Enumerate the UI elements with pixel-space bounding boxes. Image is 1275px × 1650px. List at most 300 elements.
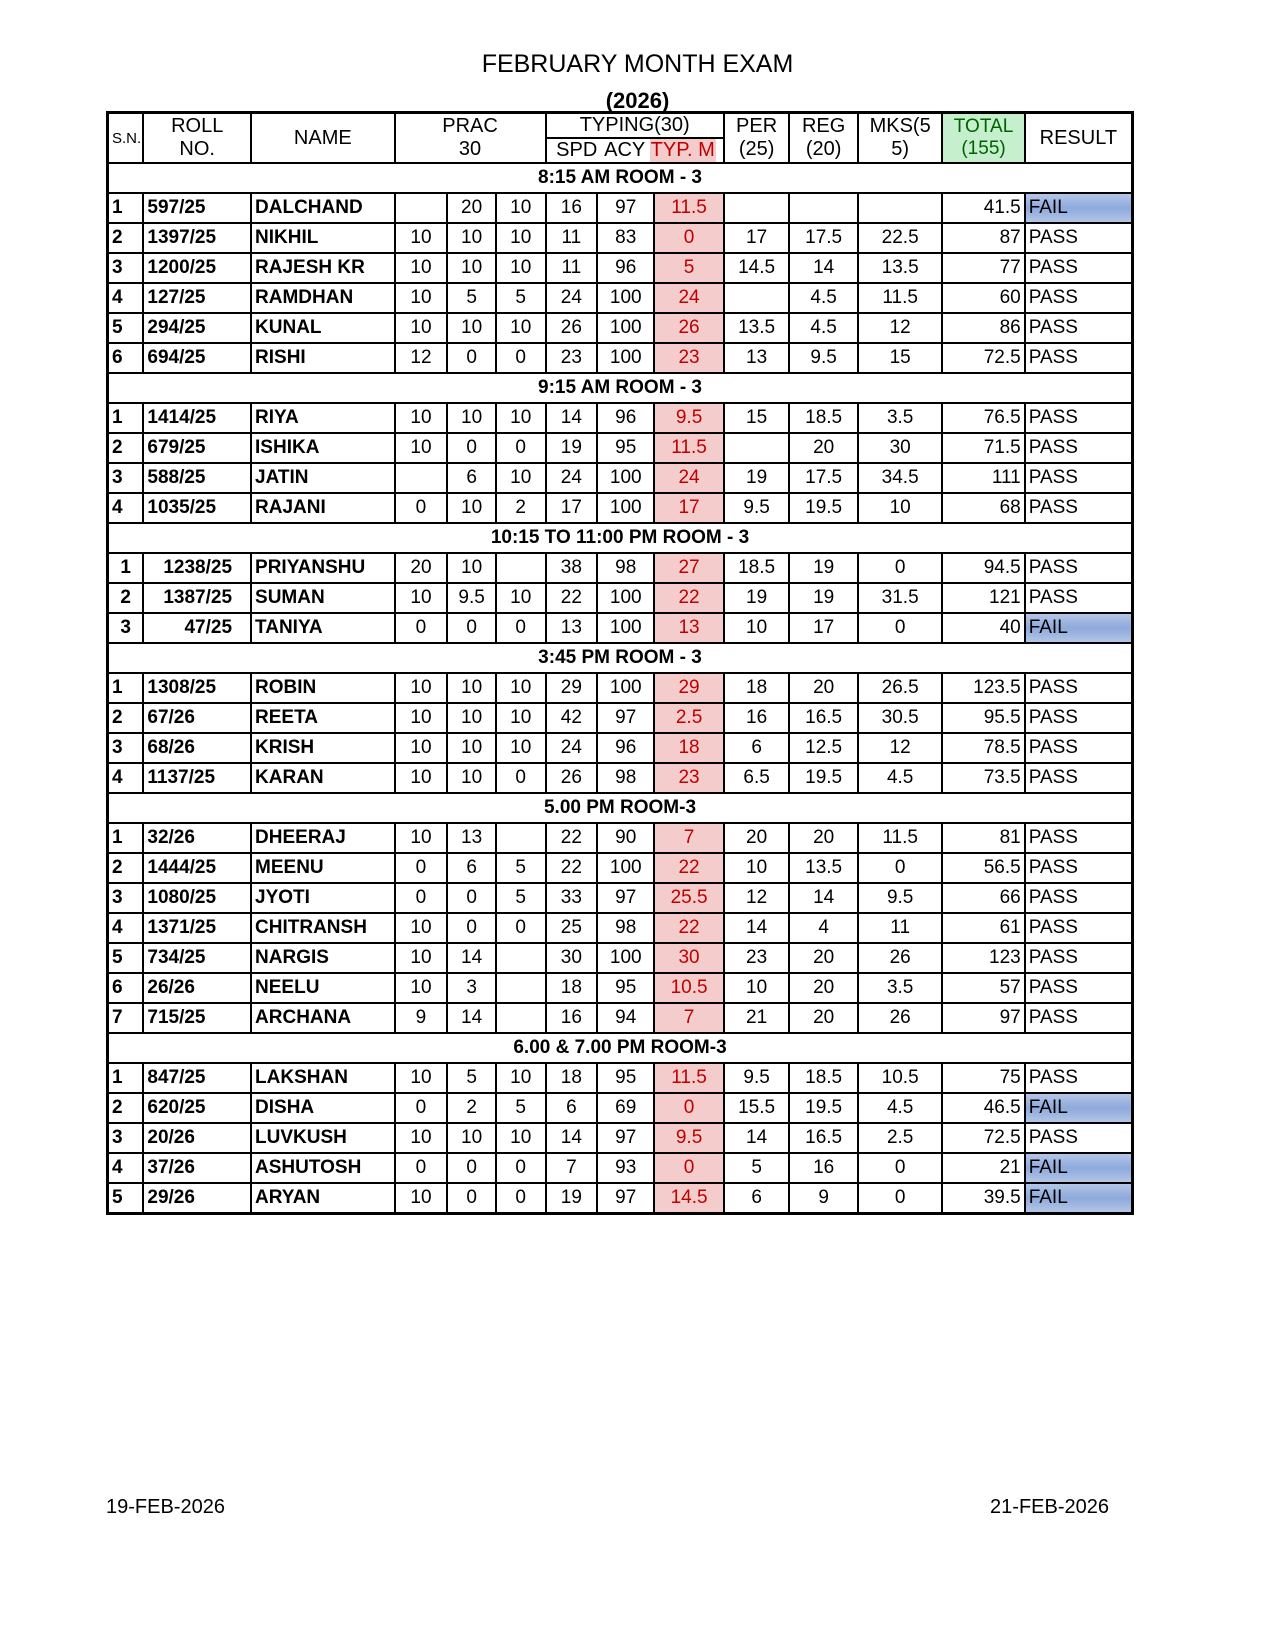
cell-prac-a: 0: [395, 613, 448, 643]
cell-result: PASS: [1025, 1063, 1133, 1093]
cell-acy: 93: [597, 1153, 654, 1183]
section-label: 6.00 & 7.00 PM ROOM-3: [108, 1033, 1133, 1063]
cell-prac-b: 14: [447, 943, 496, 973]
cell-mks: 31.5: [858, 583, 942, 613]
cell-prac-a: 10: [395, 403, 448, 433]
section-label: 9:15 AM ROOM - 3: [108, 373, 1133, 403]
cell-name: ROBIN: [251, 673, 395, 703]
cell-per: 14: [724, 1123, 789, 1153]
cell-result: PASS: [1025, 463, 1133, 493]
cell-prac-b: 0: [447, 1183, 496, 1213]
cell-prac-b: 6: [447, 463, 496, 493]
cell-reg: 19: [789, 553, 858, 583]
cell-total: 68: [942, 493, 1024, 523]
cell-reg: 9: [789, 1183, 858, 1213]
cell-acy: 97: [597, 703, 654, 733]
cell-sn: 4: [108, 1153, 144, 1183]
cell-result: PASS: [1025, 763, 1133, 793]
cell-reg: 20: [789, 943, 858, 973]
cell-result: FAIL: [1025, 1183, 1133, 1213]
cell-typm: 24: [654, 463, 724, 493]
table-row: [108, 763, 1133, 793]
cell-roll: 1080/25: [143, 883, 251, 913]
cell-mks: 0: [858, 553, 942, 583]
cell-name: ISHIKA: [251, 433, 395, 463]
cell-acy: 98: [597, 553, 654, 583]
cell-mks: 34.5: [858, 463, 942, 493]
cell-acy: 100: [597, 343, 654, 373]
cell-spd: 24: [546, 733, 598, 763]
cell-prac-c: 10: [496, 673, 546, 703]
header-per: PER (25): [724, 113, 789, 164]
cell-acy: 83: [597, 223, 654, 253]
cell-name: DISHA: [251, 1093, 395, 1123]
cell-mks: 10: [858, 493, 942, 523]
cell-prac-b: 10: [447, 763, 496, 793]
cell-typm: 0: [654, 1153, 724, 1183]
cell-result: FAIL: [1025, 613, 1133, 643]
cell-acy: 100: [597, 853, 654, 883]
cell-roll: 734/25: [143, 943, 251, 973]
cell-name: ARYAN: [251, 1183, 395, 1213]
table-row: [108, 433, 1133, 463]
cell-prac-a: 10: [395, 313, 448, 343]
cell-name: RAJANI: [251, 493, 395, 523]
cell-mks: 10.5: [858, 1063, 942, 1093]
cell-mks: 22.5: [858, 223, 942, 253]
header-typing: TYPING(30): [546, 113, 724, 139]
cell-prac-a: 0: [395, 853, 448, 883]
cell-prac-c: [496, 943, 546, 973]
cell-prac-a: 9: [395, 1003, 448, 1033]
cell-per: 18: [724, 673, 789, 703]
cell-prac-c: 5: [496, 883, 546, 913]
cell-sn: 4: [108, 913, 144, 943]
cell-per: 23: [724, 943, 789, 973]
cell-sn: 5: [108, 1183, 144, 1213]
cell-typm: 2.5: [654, 703, 724, 733]
cell-typm: 18: [654, 733, 724, 763]
header-acy: ACY: [604, 139, 646, 161]
cell-acy: 98: [597, 763, 654, 793]
cell-prac-a: 10: [395, 253, 448, 283]
cell-prac-a: 10: [395, 1183, 448, 1213]
cell-acy: 100: [597, 613, 654, 643]
table-row: [108, 1003, 1133, 1033]
cell-per: 12: [724, 883, 789, 913]
results-table: [106, 111, 1134, 1215]
table-row: [108, 553, 1133, 583]
cell-roll: 847/25: [143, 1063, 251, 1093]
cell-prac-c: 10: [496, 583, 546, 613]
header-spd: SPD: [556, 139, 598, 161]
cell-prac-c: 5: [496, 853, 546, 883]
cell-roll: 715/25: [143, 1003, 251, 1033]
table-row: [108, 1123, 1133, 1153]
cell-prac-b: 5: [447, 283, 496, 313]
cell-prac-a: 10: [395, 1123, 448, 1153]
cell-result: PASS: [1025, 283, 1133, 313]
cell-per: 9.5: [724, 1063, 789, 1093]
cell-spd: 30: [546, 943, 598, 973]
cell-total: 111: [942, 463, 1024, 493]
cell-acy: 100: [597, 493, 654, 523]
cell-reg: 17.5: [789, 463, 858, 493]
cell-name: NEELU: [251, 973, 395, 1003]
cell-total: 81: [942, 823, 1024, 853]
cell-prac-b: 5: [447, 1063, 496, 1093]
cell-prac-a: 0: [395, 1153, 448, 1183]
cell-reg: 4.5: [789, 283, 858, 313]
cell-acy: 97: [597, 1183, 654, 1213]
header-roll: ROLL NO.: [143, 113, 251, 164]
cell-per: 9.5: [724, 493, 789, 523]
cell-typm: 10.5: [654, 973, 724, 1003]
cell-total: 71.5: [942, 433, 1024, 463]
cell-name: REETA: [251, 703, 395, 733]
exam-title: FEBRUARY MONTH EXAM: [481, 50, 794, 78]
section-label: 8:15 AM ROOM - 3: [108, 163, 1133, 193]
cell-typm: 30: [654, 943, 724, 973]
cell-typm: 23: [654, 763, 724, 793]
cell-spd: 33: [546, 883, 598, 913]
cell-prac-c: 10: [496, 253, 546, 283]
cell-sn: 1: [108, 553, 144, 583]
cell-prac-c: [496, 1003, 546, 1033]
cell-mks: 12: [858, 733, 942, 763]
cell-reg: 20: [789, 673, 858, 703]
cell-prac-c: 0: [496, 1183, 546, 1213]
cell-per: 14: [724, 913, 789, 943]
cell-result: FAIL: [1025, 193, 1133, 223]
cell-spd: 7: [546, 1153, 598, 1183]
cell-sn: 3: [108, 733, 144, 763]
cell-per: [724, 193, 789, 223]
cell-total: 72.5: [942, 1123, 1024, 1153]
cell-typm: 17: [654, 493, 724, 523]
header-sn: S.N.: [108, 113, 144, 164]
cell-sn: 6: [108, 973, 144, 1003]
footer-right-date: 21-FEB-2026: [990, 1496, 1109, 1518]
table-row: [108, 313, 1133, 343]
cell-result: PASS: [1025, 733, 1133, 763]
cell-typm: 11.5: [654, 1063, 724, 1093]
cell-per: [724, 433, 789, 463]
cell-spd: 26: [546, 313, 598, 343]
cell-typm: 11.5: [654, 433, 724, 463]
cell-prac-b: 0: [447, 1153, 496, 1183]
cell-roll: 32/26: [143, 823, 251, 853]
cell-roll: 1200/25: [143, 253, 251, 283]
cell-prac-c: 10: [496, 1063, 546, 1093]
cell-prac-b: 0: [447, 883, 496, 913]
cell-prac-a: 10: [395, 223, 448, 253]
cell-spd: 14: [546, 1123, 598, 1153]
cell-result: PASS: [1025, 853, 1133, 883]
cell-prac-c: 10: [496, 223, 546, 253]
cell-acy: 100: [597, 583, 654, 613]
cell-name: CHITRANSH: [251, 913, 395, 943]
cell-typm: 26: [654, 313, 724, 343]
table-row: [108, 493, 1133, 523]
cell-total: 41.5: [942, 193, 1024, 223]
cell-prac-b: 10: [447, 673, 496, 703]
cell-roll: 294/25: [143, 313, 251, 343]
cell-name: NARGIS: [251, 943, 395, 973]
cell-prac-b: 6: [447, 853, 496, 883]
cell-reg: 16: [789, 1153, 858, 1183]
cell-total: 57: [942, 973, 1024, 1003]
cell-total: 97: [942, 1003, 1024, 1033]
cell-spd: 42: [546, 703, 598, 733]
cell-prac-a: 10: [395, 283, 448, 313]
cell-typm: 5: [654, 253, 724, 283]
cell-spd: 14: [546, 403, 598, 433]
cell-result: FAIL: [1025, 1093, 1133, 1123]
cell-per: 21: [724, 1003, 789, 1033]
cell-result: PASS: [1025, 1123, 1133, 1153]
cell-per: 5: [724, 1153, 789, 1183]
cell-reg: 20: [789, 433, 858, 463]
cell-reg: 19.5: [789, 1093, 858, 1123]
section-header-row: [108, 373, 1133, 403]
cell-name: ARCHANA: [251, 1003, 395, 1033]
table-row: [108, 913, 1133, 943]
cell-typm: 0: [654, 223, 724, 253]
table-row: [108, 343, 1133, 373]
cell-name: TANIYA: [251, 613, 395, 643]
cell-spd: 25: [546, 913, 598, 943]
cell-acy: 97: [597, 883, 654, 913]
cell-roll: 694/25: [143, 343, 251, 373]
cell-typm: 25.5: [654, 883, 724, 913]
cell-typm: 0: [654, 1093, 724, 1123]
cell-prac-a: 10: [395, 1063, 448, 1093]
cell-prac-b: 0: [447, 433, 496, 463]
cell-prac-c: 2: [496, 493, 546, 523]
cell-name: JATIN: [251, 463, 395, 493]
cell-prac-c: 0: [496, 913, 546, 943]
section-header-row: [108, 163, 1133, 193]
cell-total: 78.5: [942, 733, 1024, 763]
cell-total: 121: [942, 583, 1024, 613]
cell-typm: 27: [654, 553, 724, 583]
cell-prac-b: 10: [447, 733, 496, 763]
header-typm: TYP. M: [650, 139, 715, 161]
table-row: [108, 673, 1133, 703]
cell-reg: 19.5: [789, 763, 858, 793]
cell-total: 76.5: [942, 403, 1024, 433]
cell-reg: 20: [789, 823, 858, 853]
cell-result: PASS: [1025, 973, 1133, 1003]
cell-total: 46.5: [942, 1093, 1024, 1123]
cell-sn: 5: [108, 943, 144, 973]
cell-prac-a: 10: [395, 703, 448, 733]
cell-name: LAKSHAN: [251, 1063, 395, 1093]
cell-sn: 6: [108, 343, 144, 373]
cell-total: 86: [942, 313, 1024, 343]
cell-reg: 16.5: [789, 1123, 858, 1153]
cell-name: KRISH: [251, 733, 395, 763]
cell-reg: 18.5: [789, 403, 858, 433]
cell-spd: 22: [546, 823, 598, 853]
cell-roll: 1308/25: [143, 673, 251, 703]
cell-reg: 20: [789, 1003, 858, 1033]
cell-prac-c: 0: [496, 343, 546, 373]
cell-prac-a: 10: [395, 913, 448, 943]
cell-typm: 9.5: [654, 1123, 724, 1153]
cell-mks: 9.5: [858, 883, 942, 913]
cell-total: 123: [942, 943, 1024, 973]
cell-prac-b: 0: [447, 913, 496, 943]
table-row: [108, 1063, 1133, 1093]
cell-result: PASS: [1025, 313, 1133, 343]
cell-sn: 2: [108, 703, 144, 733]
cell-mks: 26: [858, 1003, 942, 1033]
cell-result: PASS: [1025, 223, 1133, 253]
cell-roll: 679/25: [143, 433, 251, 463]
cell-mks: 0: [858, 613, 942, 643]
cell-prac-c: 10: [496, 703, 546, 733]
cell-acy: 69: [597, 1093, 654, 1123]
cell-mks: 3.5: [858, 403, 942, 433]
cell-spd: 22: [546, 853, 598, 883]
cell-roll: 26/26: [143, 973, 251, 1003]
cell-prac-b: 10: [447, 253, 496, 283]
cell-spd: 18: [546, 1063, 598, 1093]
cell-spd: 11: [546, 253, 598, 283]
cell-prac-b: 10: [447, 1123, 496, 1153]
cell-sn: 2: [108, 433, 144, 463]
cell-mks: 26: [858, 943, 942, 973]
cell-prac-a: 10: [395, 943, 448, 973]
cell-typm: 11.5: [654, 193, 724, 223]
cell-sn: 3: [108, 253, 144, 283]
cell-name: DHEERAJ: [251, 823, 395, 853]
cell-spd: 26: [546, 763, 598, 793]
cell-typm: 13: [654, 613, 724, 643]
table-row: [108, 1093, 1133, 1123]
cell-prac-b: 10: [447, 553, 496, 583]
cell-per: 6: [724, 733, 789, 763]
cell-sn: 4: [108, 763, 144, 793]
cell-roll: 1137/25: [143, 763, 251, 793]
cell-roll: 29/26: [143, 1183, 251, 1213]
cell-reg: 17.5: [789, 223, 858, 253]
cell-spd: 38: [546, 553, 598, 583]
cell-reg: 19.5: [789, 493, 858, 523]
cell-spd: 11: [546, 223, 598, 253]
table-row: [108, 823, 1133, 853]
cell-sn: 4: [108, 283, 144, 313]
cell-prac-b: 10: [447, 493, 496, 523]
cell-roll: 1397/25: [143, 223, 251, 253]
cell-mks: 3.5: [858, 973, 942, 1003]
cell-sn: 2: [108, 853, 144, 883]
typing-subheaders: [546, 138, 724, 163]
cell-name: KUNAL: [251, 313, 395, 343]
cell-acy: 100: [597, 463, 654, 493]
cell-typm: 29: [654, 673, 724, 703]
cell-name: RIYA: [251, 403, 395, 433]
cell-spd: 16: [546, 1003, 598, 1033]
cell-prac-c: [496, 973, 546, 1003]
cell-acy: 100: [597, 313, 654, 343]
cell-per: 20: [724, 823, 789, 853]
cell-acy: 96: [597, 253, 654, 283]
cell-spd: 18: [546, 973, 598, 1003]
cell-name: NIKHIL: [251, 223, 395, 253]
cell-mks: 11.5: [858, 283, 942, 313]
cell-total: 73.5: [942, 763, 1024, 793]
cell-per: 13.5: [724, 313, 789, 343]
cell-total: 61: [942, 913, 1024, 943]
cell-prac-b: 14: [447, 1003, 496, 1033]
cell-sn: 1: [108, 193, 144, 223]
cell-roll: 1035/25: [143, 493, 251, 523]
cell-prac-a: 12: [395, 343, 448, 373]
cell-prac-c: [496, 823, 546, 853]
cell-name: JYOTI: [251, 883, 395, 913]
cell-prac-b: 3: [447, 973, 496, 1003]
section-header-row: [108, 523, 1133, 553]
header-row: [108, 113, 1133, 139]
cell-total: 123.5: [942, 673, 1024, 703]
cell-spd: 16: [546, 193, 598, 223]
cell-sn: 3: [108, 883, 144, 913]
exam-year: (2026): [605, 88, 670, 113]
cell-result: PASS: [1025, 253, 1133, 283]
cell-reg: 17: [789, 613, 858, 643]
cell-prac-a: 0: [395, 883, 448, 913]
cell-spd: 19: [546, 433, 598, 463]
cell-result: PASS: [1025, 1003, 1133, 1033]
table-row: [108, 1153, 1133, 1183]
footer-left-date: 19-FEB-2026: [106, 1496, 225, 1518]
cell-prac-b: 10: [447, 703, 496, 733]
cell-total: 87: [942, 223, 1024, 253]
cell-acy: 95: [597, 433, 654, 463]
cell-acy: 100: [597, 673, 654, 703]
cell-prac-a: 10: [395, 433, 448, 463]
cell-result: PASS: [1025, 823, 1133, 853]
cell-per: 10: [724, 973, 789, 1003]
cell-sn: 1: [108, 1063, 144, 1093]
cell-total: 95.5: [942, 703, 1024, 733]
cell-name: KARAN: [251, 763, 395, 793]
header-mks: MKS(5 5): [858, 113, 942, 164]
cell-result: PASS: [1025, 703, 1133, 733]
cell-prac-b: 0: [447, 613, 496, 643]
table-row: [108, 193, 1133, 223]
cell-mks: 0: [858, 1183, 942, 1213]
cell-reg: 18.5: [789, 1063, 858, 1093]
cell-spd: 29: [546, 673, 598, 703]
cell-per: 17: [724, 223, 789, 253]
cell-prac-c: 10: [496, 1123, 546, 1153]
cell-prac-a: 0: [395, 1093, 448, 1123]
cell-per: 19: [724, 583, 789, 613]
cell-roll: 588/25: [143, 463, 251, 493]
cell-roll: 1414/25: [143, 403, 251, 433]
cell-roll: 1371/25: [143, 913, 251, 943]
cell-total: 94.5: [942, 553, 1024, 583]
cell-mks: 4.5: [858, 763, 942, 793]
cell-typm: 9.5: [654, 403, 724, 433]
cell-roll: 1238/25: [143, 553, 251, 583]
cell-typm: 22: [654, 853, 724, 883]
cell-prac-b: 10: [447, 223, 496, 253]
